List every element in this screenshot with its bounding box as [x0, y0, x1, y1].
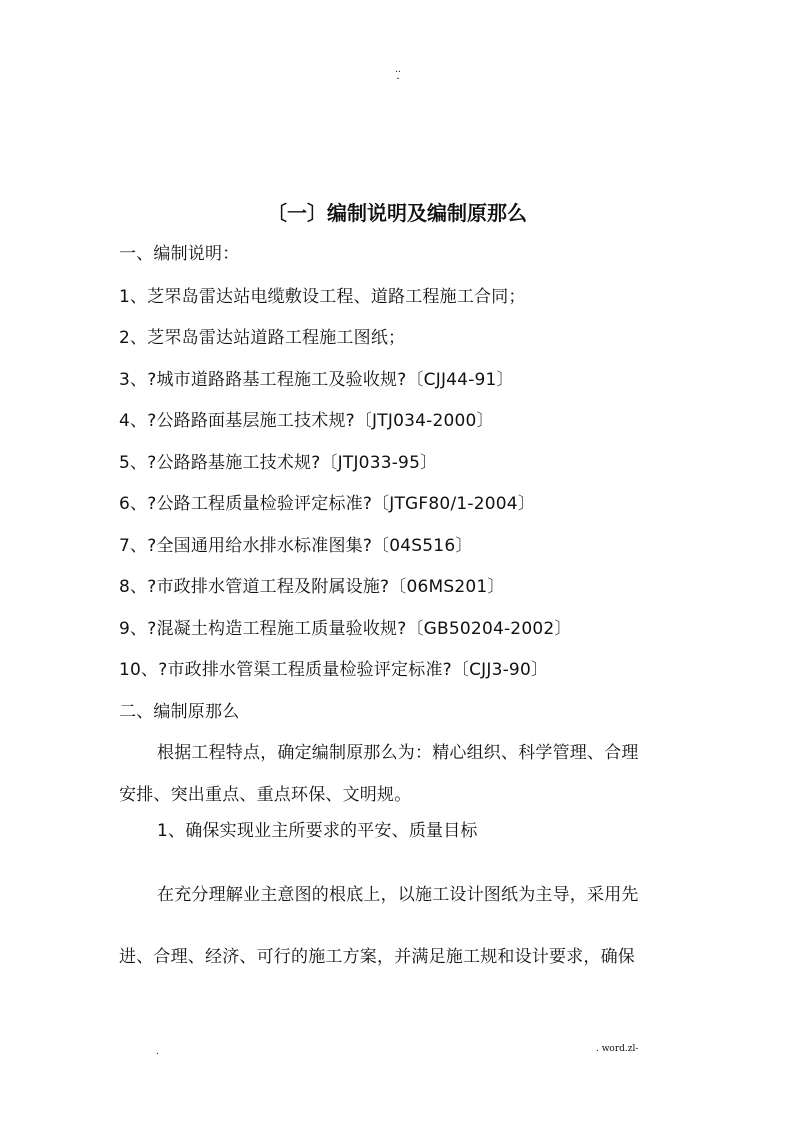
list-item: 1、芝罘岛雷达站电缆敷设工程、道路工程施工合同；: [119, 287, 526, 307]
document-title: 〔一〕编制说明及编制原那么: [267, 201, 527, 225]
header-mark: [392, 66, 404, 84]
list-item: 7、?全国通用给水排水标准图集?〔04S516〕: [119, 536, 473, 556]
list-item: 4、?公路路面基层施工技术规?〔JTJ034-2000〕: [119, 411, 494, 431]
paragraph-line: 安排、突出重点、重点环保、文明规。: [119, 785, 412, 805]
subheading: 1、确保实现业主所要求的平安、质量目标: [157, 821, 478, 841]
paragraph-line: 在充分理解业主意图的根底上，以施工设计图纸为主导，采用先: [157, 885, 639, 905]
list-item: 2、芝罘岛雷达站道路工程施工图纸；: [119, 328, 406, 348]
section-heading-description: 一、编制说明：: [119, 244, 240, 264]
list-item: 6、?公路工程质量检验评定标准?〔JTGF80/1-2004〕: [119, 494, 535, 514]
header-dash: -: [396, 74, 400, 84]
footer-right-text: . word.zl-: [596, 1044, 639, 1054]
list-item: 9、?混凝土构造工程施工质量验收规?〔GB50204-2002〕: [119, 619, 572, 639]
list-item: 8、?市政排水管道工程及附属设施?〔06MS201〕: [119, 577, 505, 597]
section-heading-principles: 二、编制原那么: [119, 702, 240, 722]
paragraph-line: 根据工程特点，确定编制原那么为：精心组织、科学管理、合理: [157, 743, 639, 763]
footer-left-mark: .: [156, 1047, 159, 1057]
paragraph-line: 进、合理、经济、可行的施工方案，并满足施工规和设计要求，确保: [119, 947, 635, 967]
list-item: 3、?城市道路路基工程施工及验收规?〔CJJ44-91〕: [119, 370, 514, 390]
header-dots: ..: [395, 65, 401, 75]
list-item: 5、?公路路基施工技术规?〔JTJ033-95〕: [119, 453, 438, 473]
list-item: 10、?市政排水管渠工程质量检验评定标准?〔CJJ3-90〕: [119, 660, 549, 680]
